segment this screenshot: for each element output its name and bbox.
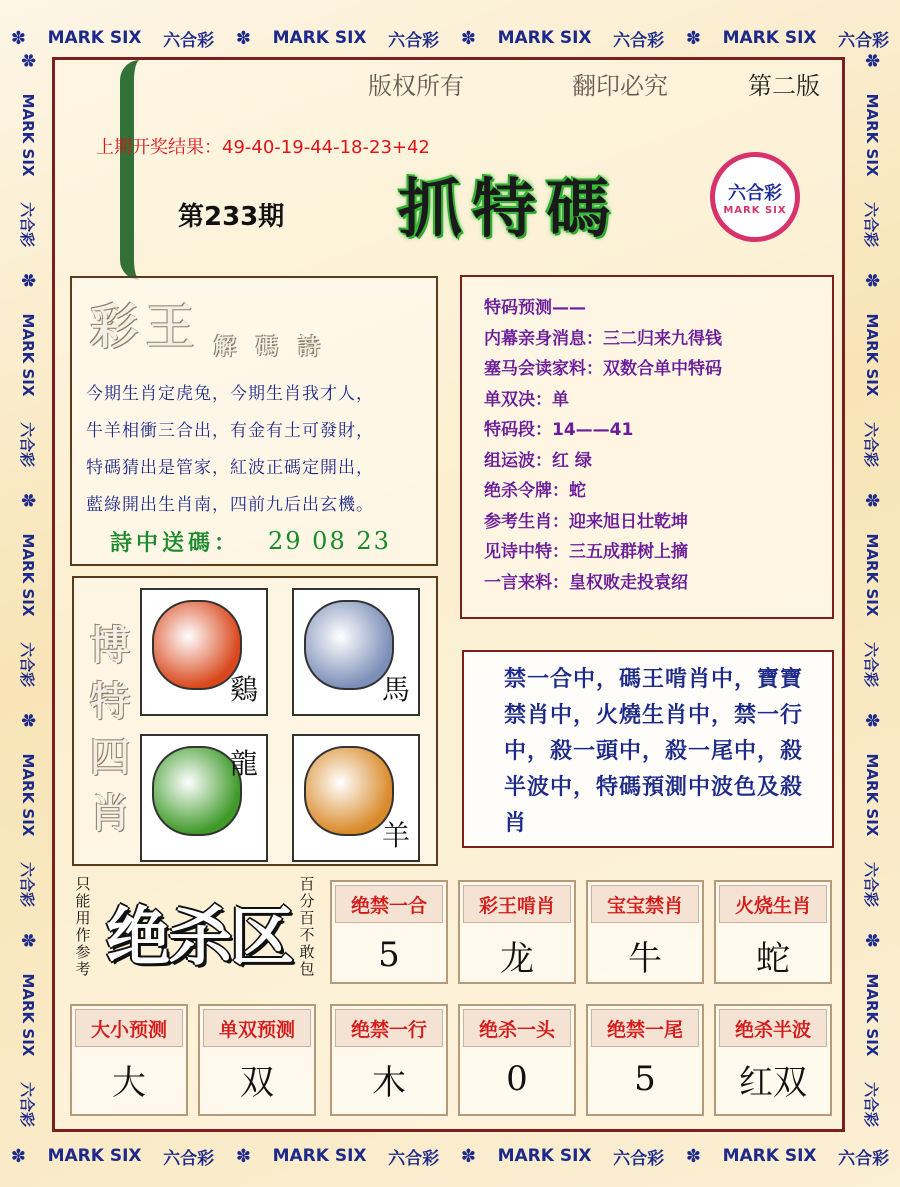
prediction-cell-label: 绝禁一尾: [591, 1009, 699, 1047]
zodiac-card-dragon: [140, 734, 268, 862]
prediction-cell-label: 绝杀一头: [463, 1009, 571, 1047]
issue-number: 第233期: [178, 202, 285, 232]
brand-en-text: MARK SIX: [47, 28, 142, 48]
brand-en-text: MARK SIX: [272, 28, 367, 48]
mark-six-logo: [710, 152, 800, 242]
flower-icon: ✽: [10, 1145, 26, 1167]
prediction-line: 绝杀令牌：蛇: [484, 481, 586, 501]
logo-en-text: MARK SIX: [723, 204, 787, 216]
brand-en-text: MARK SIX: [863, 753, 881, 837]
brand-en-text: MARK SIX: [497, 28, 592, 48]
edition-label: 第二版: [748, 72, 820, 100]
flower-icon: ✽: [861, 932, 883, 948]
bans-text: 禁一合中，碼王啃肖中，寶寶禁肖中，火燒生肖中，禁一行中，殺一頭中，殺一尾中，殺半波中，特碼預測中波色及殺肖: [504, 667, 804, 836]
poem-subtitle: 解碼詩: [214, 334, 341, 360]
brand-cn-text: 六合彩: [388, 30, 440, 51]
zodiac-name: 羊: [381, 819, 410, 852]
prediction-cell: [198, 1004, 316, 1116]
flower-icon: ✽: [861, 272, 883, 288]
brand-cn-text: 六合彩: [18, 642, 37, 688]
killzone-cell-value: 5: [378, 935, 400, 975]
brand-en-text: MARK SIX: [863, 973, 881, 1057]
prediction-cell: [714, 1004, 832, 1116]
brand-en-text: MARK SIX: [863, 533, 881, 617]
killzone-cell-label: 彩王啃肖: [463, 885, 571, 923]
prediction-cell-value: 木: [372, 1062, 406, 1103]
flower-icon: ✽: [17, 492, 39, 508]
prediction-cell: [70, 1004, 188, 1116]
prediction-cell: [458, 1004, 576, 1116]
prediction-line: 组运波：红 绿: [484, 450, 592, 471]
poem-gift-label: 詩中送碼：: [110, 530, 241, 556]
brand-cn-text: 六合彩: [862, 862, 881, 908]
zodiac-name: 龍: [229, 747, 258, 780]
brand-cn-text: 六合彩: [18, 422, 37, 468]
prediction-line: 塞马会读家料：双数合单中特码: [484, 359, 722, 379]
prediction-cell-label: 大小预测: [75, 1009, 183, 1047]
poem-title: 彩王: [90, 299, 203, 355]
prediction-cell-value: 大: [112, 1062, 146, 1103]
zodiac-name: 馬: [381, 673, 410, 706]
dragon-icon: [152, 746, 242, 836]
brand-cn-text: 六合彩: [388, 1148, 440, 1169]
brand-cn-text: 六合彩: [18, 202, 37, 248]
brand-en-text: MARK SIX: [47, 1146, 142, 1166]
brand-en-text: MARK SIX: [722, 28, 817, 48]
killzone-cell-value: 蛇: [756, 938, 790, 979]
prediction-line: 内幕亲身消息：三二归来九得钱: [484, 328, 722, 349]
brand-cn-text: 六合彩: [838, 1148, 890, 1169]
ram-icon: [304, 746, 394, 836]
brand-en-text: MARK SIX: [19, 753, 37, 837]
brand-cn-text: 六合彩: [163, 30, 215, 51]
prediction-line: 参考生肖：迎来旭日壮乾坤: [484, 511, 688, 532]
poem-gift-numbers: 29 08 23: [268, 527, 391, 555]
zodiac-card-horse: [292, 588, 420, 716]
flower-icon: ✽: [460, 27, 476, 49]
bans-box: [462, 650, 834, 848]
poem-box: [70, 276, 438, 566]
prediction-line: 一言来料：皇权败走投袁绍: [484, 572, 688, 593]
brand-en-text: MARK SIX: [722, 1146, 817, 1166]
last-result-label: 上期开奖结果：: [96, 137, 222, 158]
killzone-cell-label: 火烧生肖: [719, 885, 827, 923]
decorative-swirl: [120, 60, 160, 280]
brand-en-text: MARK SIX: [19, 93, 37, 177]
disclaimer-note: 百分百不敢包: [299, 875, 315, 978]
flower-icon: ✽: [861, 712, 883, 728]
flower-icon: ✽: [17, 272, 39, 288]
prediction-cell-label: 绝禁一行: [335, 1009, 443, 1047]
logo-cn-text: 六合彩: [728, 182, 782, 204]
killzone-cell: [458, 880, 576, 984]
flower-icon: ✽: [10, 27, 26, 49]
brand-cn-text: 六合彩: [838, 30, 890, 51]
prediction-cell-label: 绝杀半波: [719, 1009, 827, 1047]
poem-line: 今期生肖定虎兔，今期生肖我才人，: [86, 384, 374, 404]
poem-line: 牛羊相衝三合出，有金有土可發財，: [86, 421, 374, 441]
flower-icon: ✽: [17, 712, 39, 728]
prediction-line: 单双决：单: [484, 389, 569, 410]
killzone-cell: [330, 880, 448, 984]
prediction-cell-value: 红双: [739, 1062, 807, 1103]
last-result-numbers: 49-40-19-44-18-23+42: [222, 137, 430, 158]
brand-en-text: MARK SIX: [272, 1146, 367, 1166]
zodiac-name: 鷄: [229, 673, 258, 706]
killzone-cell-value: 龙: [500, 938, 534, 979]
prediction-cell-value: 双: [240, 1062, 274, 1103]
brand-cn-text: 六合彩: [862, 642, 881, 688]
prediction-line: 见诗中特：三五成群树上摘: [484, 542, 688, 562]
bottom-border-strip: [0, 1128, 900, 1184]
flower-icon: ✽: [685, 27, 701, 49]
brand-en-text: MARK SIX: [863, 313, 881, 397]
brand-cn-text: 六合彩: [18, 1082, 37, 1128]
zodiac-card-rooster: [140, 588, 268, 716]
brand-cn-text: 六合彩: [613, 1148, 665, 1169]
copyright-left: 版权所有: [368, 72, 464, 100]
poem-line: 藍綠開出生肖南，四前九后出玄機。: [86, 495, 374, 515]
prediction-cell-label: 单双预测: [203, 1009, 311, 1047]
killzone-cell-label: 宝宝禁肖: [591, 885, 699, 923]
brand-cn-text: 六合彩: [862, 422, 881, 468]
brand-en-text: MARK SIX: [863, 93, 881, 177]
zodiac-card-ram: [292, 734, 420, 862]
poem-lines: [86, 376, 431, 524]
prediction-line: 特码预测——: [484, 298, 586, 318]
flower-icon: ✽: [235, 27, 251, 49]
prediction-cell-value: 0: [506, 1059, 528, 1099]
zodiac-label: 博特四肖: [90, 622, 130, 837]
brand-en-text: MARK SIX: [19, 313, 37, 397]
prediction-line: 特码段：14——41: [484, 420, 634, 440]
flower-icon: ✽: [861, 52, 883, 68]
zodiac-box: [72, 576, 438, 866]
killzone-cell-value: 牛: [628, 938, 662, 979]
flower-icon: ✽: [17, 52, 39, 68]
flower-icon: ✽: [685, 1145, 701, 1167]
prediction-cell-value: 5: [634, 1059, 656, 1099]
flower-icon: ✽: [235, 1145, 251, 1167]
killzone-cell-label: 绝禁一合: [335, 885, 443, 923]
rooster-icon: [152, 600, 242, 690]
left-border-strip: [8, 40, 48, 1140]
last-result: [96, 133, 430, 159]
flower-icon: ✽: [460, 1145, 476, 1167]
brand-en-text: MARK SIX: [19, 973, 37, 1057]
horse-icon: [304, 600, 394, 690]
brand-cn-text: 六合彩: [18, 862, 37, 908]
page-title: 抓特碼: [398, 173, 620, 247]
brand-cn-text: 六合彩: [862, 1082, 881, 1128]
brand-en-text: MARK SIX: [19, 533, 37, 617]
poem-line: 特碼猜出是管家，紅波正碼定開出，: [86, 458, 374, 478]
prediction-cell: [330, 1004, 448, 1116]
brand-en-text: MARK SIX: [497, 1146, 592, 1166]
prediction-cell: [586, 1004, 704, 1116]
flower-icon: ✽: [17, 932, 39, 948]
right-border-strip: [852, 40, 892, 1140]
prediction-box: [460, 275, 834, 619]
killzone-cell: [586, 880, 704, 984]
brand-cn-text: 六合彩: [613, 30, 665, 51]
brand-cn-text: 六合彩: [163, 1148, 215, 1169]
brand-cn-text: 六合彩: [862, 202, 881, 248]
reference-note: 只能用作参考: [75, 875, 91, 978]
copyright-right: 翻印必究: [572, 72, 668, 100]
killzone-cell: [714, 880, 832, 984]
killzone-title: 绝杀区: [106, 901, 292, 975]
flower-icon: ✽: [861, 492, 883, 508]
